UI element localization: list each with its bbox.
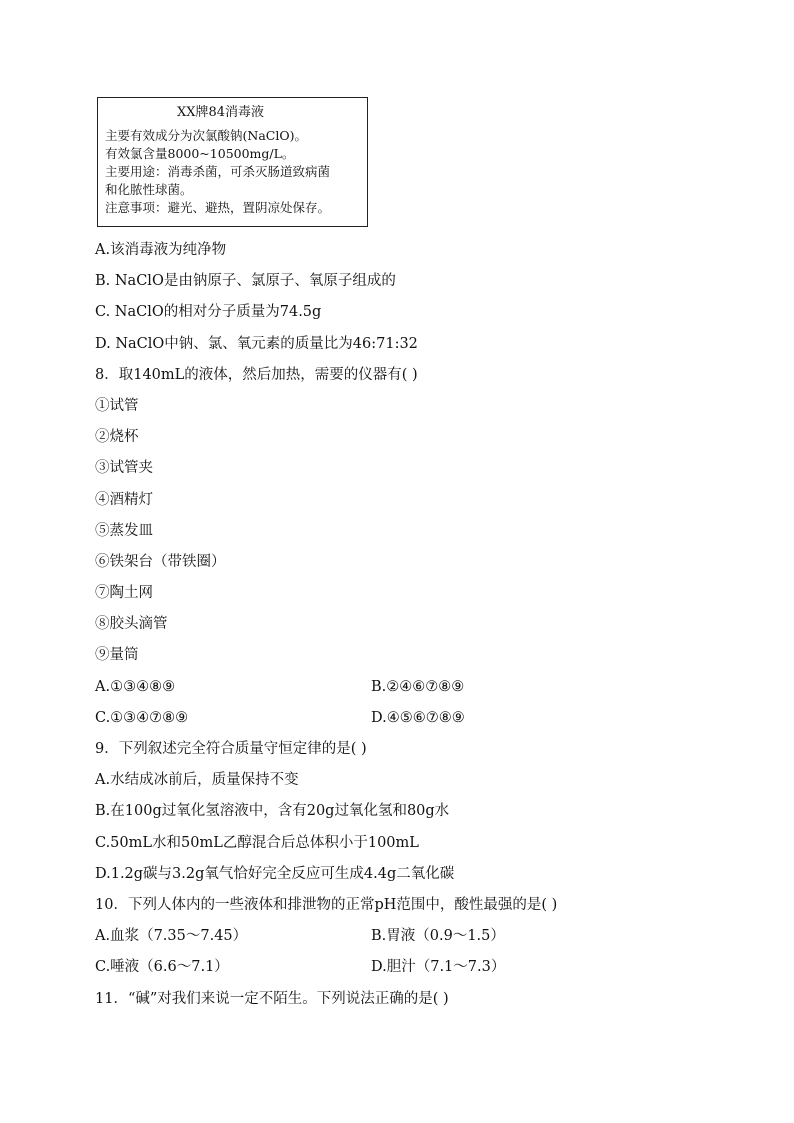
q10-stem: 10．下列人体内的一些液体和排泄物的正常pH范围中，酸性最强的是( ): [95, 896, 558, 913]
q10-option-a: A.血浆（7.35～7.45）: [95, 928, 248, 945]
q7-option-c: C. NaClO的相对分子质量为74.5g: [95, 304, 322, 321]
q8-option-d: D.④⑤⑥⑦⑧⑨: [371, 709, 465, 726]
q8-item: ③试管夹: [95, 460, 153, 477]
q8-options-row-1: [95, 675, 715, 706]
label-line: 有效氯含量8000~10500mg/L。: [105, 146, 295, 161]
q10-options-row-1: [95, 924, 715, 955]
q9-stem: 9．下列叙述完全符合质量守恒定律的是( ): [95, 741, 367, 757]
q9-option-a: A.水结成冰前后，质量保持不变: [95, 772, 299, 789]
q8-option-c: C.①③④⑦⑧⑨: [95, 709, 189, 726]
label-title: XX牌84消毒液: [177, 105, 265, 120]
q10-option-b: B.胃液（0.9～1.5）: [371, 928, 505, 945]
q8-stem: 8．取140mL的液体，然后加热，需要的仪器有( ): [95, 366, 418, 383]
q8-item: ⑨量筒: [95, 647, 139, 664]
label-line: 和化脓性球菌。: [105, 182, 193, 197]
q10-option-d: D.胆汁（7.1～7.3）: [371, 959, 506, 976]
q8-item: ①试管: [95, 397, 139, 414]
q8-option-a: A.①③④⑧⑨: [95, 678, 176, 695]
q8-item: ⑦陶土网: [95, 585, 153, 602]
q7-option-a: A.该消毒液为纯净物: [95, 242, 227, 258]
q9-option-d: D.1.2g碳与3.2g氧气恰好完全反应可生成4.4g二氧化碳: [95, 865, 455, 882]
q7-option-b: B. NaClO是由钠原子、氯原子、氧原子组成的: [95, 273, 396, 290]
q8-item: ④酒精灯: [95, 491, 153, 508]
question-content: [95, 238, 715, 1018]
q10-options-row-2: [95, 955, 715, 986]
q8-item: ⑧胶头滴管: [95, 616, 168, 633]
label-line: 主要用途：消毒杀菌，可杀灭肠道致病菌: [105, 164, 331, 179]
q9-option-b: B.在100g过氧化氢溶液中，含有20g过氧化氢和80g水: [95, 803, 450, 820]
q8-item: ⑥铁架台（带铁圈）: [95, 553, 226, 570]
q8-item: ⑤蒸发皿: [95, 522, 153, 539]
q10-option-c: C.唾液（6.6～7.1）: [95, 959, 229, 976]
q8-options-row-2: [95, 706, 715, 737]
label-line: 主要有效成分为次氯酸钠(NaClO)。: [105, 128, 307, 143]
q7-option-d: D. NaClO中钠、氯、氧元素的质量比为46:71:32: [95, 335, 418, 352]
label-line: 注意事项：避光、避热，置阴凉处保存。: [105, 200, 331, 215]
q11-stem: 11．“碱”对我们来说一定不陌生。下列说法正确的是( ): [95, 990, 449, 1007]
q9-option-c: C.50mL水和50mL乙醇混合后总体积小于100mL: [95, 834, 419, 851]
q8-option-b: B.②④⑥⑦⑧⑨: [371, 678, 465, 695]
product-label-box: [97, 97, 368, 227]
q8-item: ②烧杯: [95, 429, 139, 446]
